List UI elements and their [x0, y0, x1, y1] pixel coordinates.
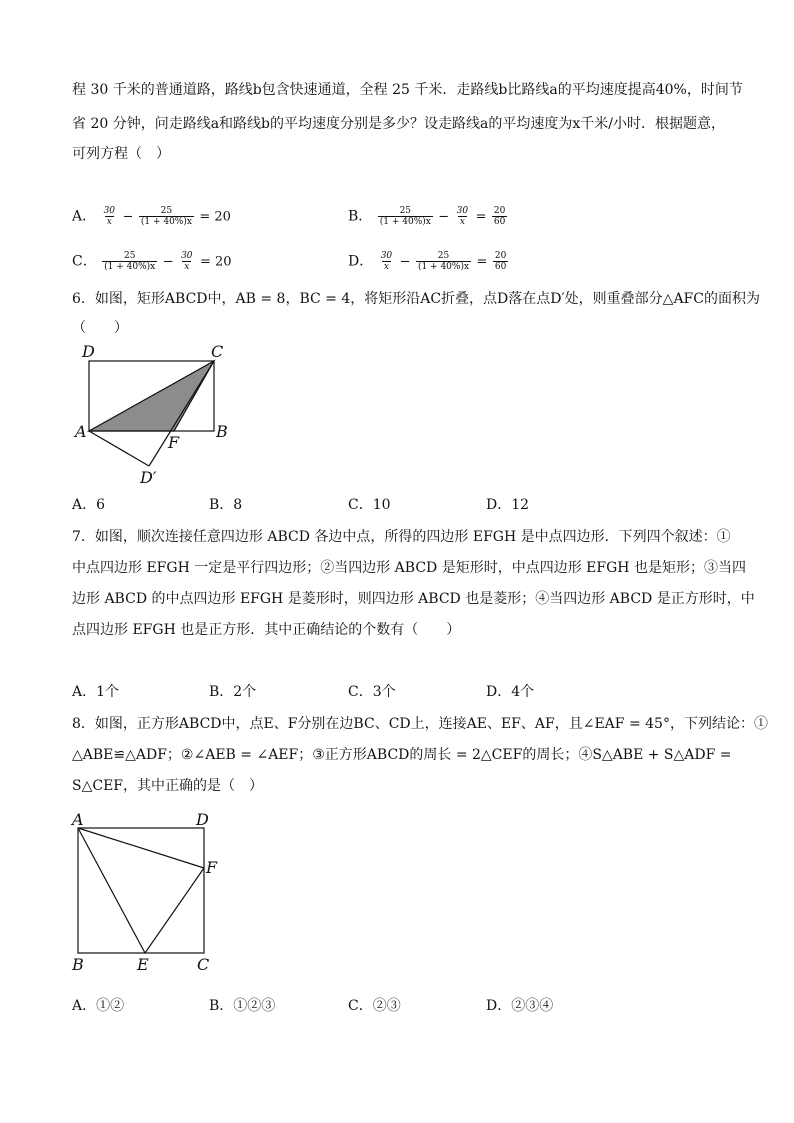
q6-option-b[interactable]: B．8 — [209, 497, 243, 513]
fraction: $\frac{30}{x}$ — [181, 251, 193, 272]
label-e: E — [137, 955, 149, 974]
q5-line-3: 可列方程（ ） — [72, 146, 170, 162]
label-b: B — [72, 955, 84, 974]
q6-option-a[interactable]: A．6 — [72, 497, 106, 513]
q6-option-d[interactable]: D．12 — [486, 497, 530, 513]
label-f: F — [168, 433, 180, 452]
label-d: D — [82, 342, 95, 361]
option-letter: A． — [72, 208, 97, 225]
fraction: $\frac{25}{(1 + 40\%)x}$ — [140, 206, 192, 227]
q7-line-2: 中点四边形 EFGH 一定是平行四边形；②当四边形 ABCD 是矩形时，中点四边形 EFGH 也是矩形；③当四 — [72, 560, 746, 576]
label-a: A — [75, 422, 87, 441]
fraction: $\frac{30}{x}$ — [380, 251, 393, 272]
fraction: $\frac{25}{(1 + 40\%)x}$ — [104, 251, 156, 272]
q7-option-c[interactable]: C．3个 — [348, 684, 396, 700]
q8-option-a[interactable]: A．①② — [72, 998, 125, 1014]
q7-option-d[interactable]: D．4个 — [486, 684, 535, 700]
label-d: D — [196, 810, 209, 829]
q7-line-1: 7．如图，顺次连接任意四边形 ABCD 各边中点，所得的四边形 EFGH 是中点四边形．下列四个叙述：① — [72, 529, 731, 545]
fraction: $\frac{20}{60}$ — [494, 251, 507, 272]
fraction: $\frac{25}{(1 + 40\%)x}$ — [417, 251, 470, 272]
square-abcd — [78, 828, 204, 953]
q5-line-2: 省 20 分钟，问走路线a和路线b的平均速度分别是多少？设走路线a的平均速度为x千米/小时．根据题意， — [72, 116, 725, 132]
segment-ef — [145, 868, 204, 953]
q6-figure-rectangle-fold — [60, 336, 240, 496]
q6-line-2: （ ） — [72, 320, 128, 336]
q5-line-1: 程 30 千米的普通道路，路线b包含快速通道，全程 25 千米．走路线b比路线a的平均速度提高40%，时间节 — [72, 82, 743, 98]
segment-ad-prime — [89, 431, 149, 466]
q7-line-3: 边形 ABCD 的中点四边形 EFGH 是菱形时，则四边形 ABCD 也是菱形；④当四边形 ABCD 是正方形时，中 — [72, 591, 755, 607]
q8-option-b[interactable]: B．①②③ — [209, 998, 276, 1014]
label-f: F — [206, 858, 218, 877]
q7-line-4: 点四边形 EFGH 也是正方形．其中正确结论的个数有（ ） — [72, 622, 461, 638]
label-c: C — [197, 955, 210, 974]
q5-option-b[interactable]: B． $\frac{25}{(1 + 40\%)x}$ − $\frac{30}{x}$ = $\frac{20}{60}$ — [348, 206, 506, 227]
segment-ae — [78, 828, 145, 953]
label-d-prime: D′ — [140, 468, 157, 487]
q5-option-a[interactable]: A． $\frac{30}{x}$ − $\frac{25}{(1 + 40\%)x}$ = 20 — [72, 206, 231, 227]
fraction: $\frac{30}{x}$ — [456, 206, 469, 227]
q8-line-2: △ABE≌△ADF；②∠AEB = ∠AEF；③正方形ABCD的周长 = 2△CEF的周长；④S△ABE + S△ADF = — [72, 747, 732, 763]
q8-line-3: S△CEF，其中正确的是（ ） — [72, 778, 264, 794]
fraction: $\frac{20}{60}$ — [493, 206, 506, 227]
shaded-triangle-afc — [89, 361, 214, 431]
q6-option-c[interactable]: C．10 — [348, 497, 391, 513]
q5-option-d[interactable]: D． $\frac{30}{x}$ − $\frac{25}{(1 + 40\%)x}$ = $\frac{20}{60}$ — [348, 251, 507, 272]
label-b: B — [216, 422, 228, 441]
option-letter: B． — [348, 208, 373, 225]
fraction: $\frac{30}{x}$ — [103, 206, 116, 227]
label-a: A — [72, 810, 84, 829]
option-letter: C． — [72, 253, 97, 270]
q5-option-c[interactable]: C． $\frac{25}{(1 + 40\%)x}$ − $\frac{30}{x}$ = 20 — [72, 251, 232, 272]
q8-line-1: 8．如图，正方形ABCD中，点E、F分别在边BC、CD上，连接AE、EF、AF，且∠EAF = 45°，下列结论：① — [72, 716, 768, 732]
q7-option-b[interactable]: B．2个 — [209, 684, 257, 700]
fraction: $\frac{25}{(1 + 40\%)x}$ — [379, 206, 431, 227]
q6-line-1: 6．如图，矩形ABCD中，AB = 8，BC = 4，将矩形沿AC折叠，点D落在点D′处，则重叠部分△AFC的面积为 — [72, 291, 760, 307]
q8-option-d[interactable]: D．②③④ — [486, 998, 554, 1014]
q8-figure-square — [64, 808, 234, 978]
q8-option-c[interactable]: C．②③ — [348, 998, 401, 1014]
q7-option-a[interactable]: A．1个 — [72, 684, 120, 700]
label-c: C — [211, 342, 224, 361]
option-letter: D． — [348, 253, 374, 270]
